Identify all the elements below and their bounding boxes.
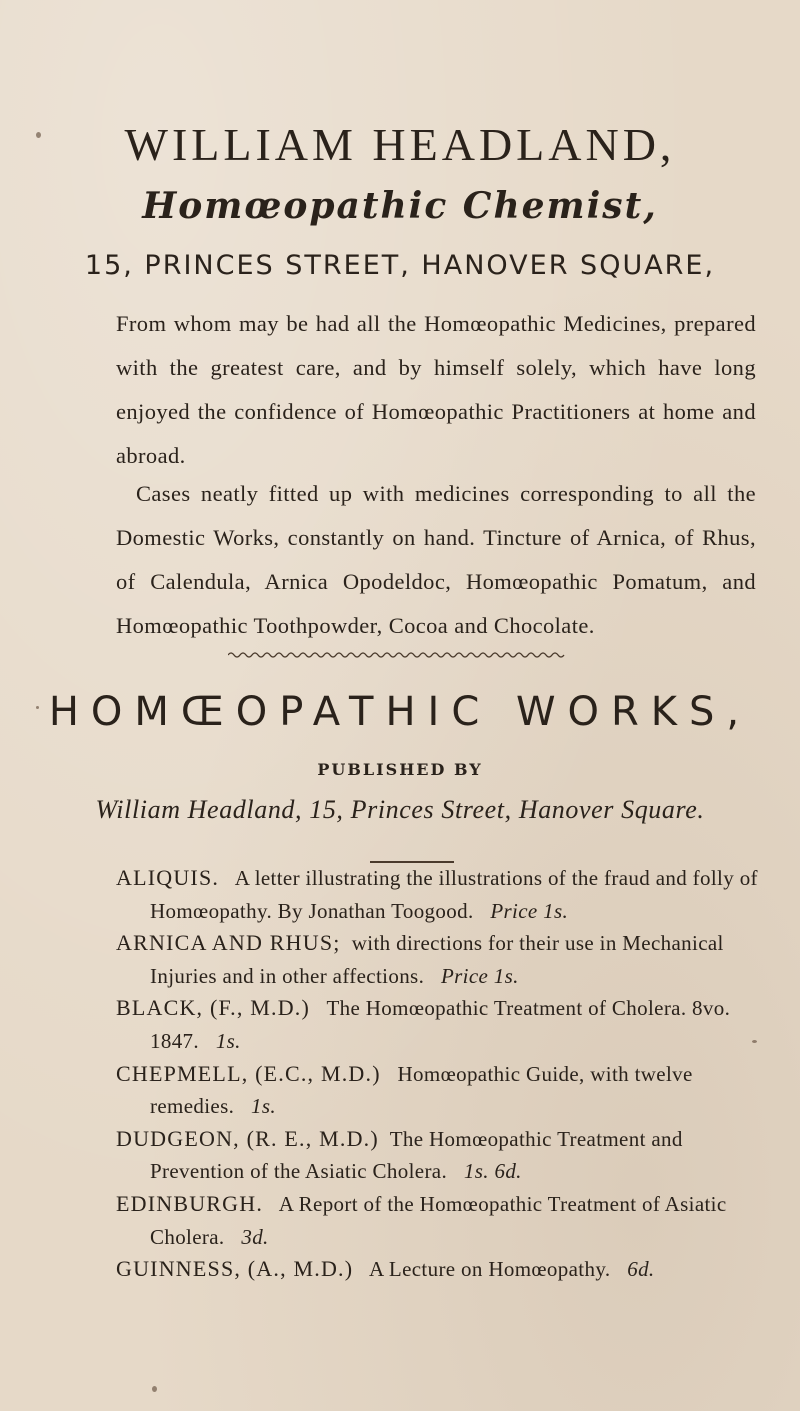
entry-text: Homœopathic Guide, with twelve remedies. [150, 1061, 693, 1119]
entry-price: 6d. [627, 1257, 655, 1282]
entry-head: GUINNESS, (A., M.D.) [116, 1256, 354, 1282]
list-item [116, 1058, 766, 1123]
wavy-divider [228, 650, 568, 660]
entry-text: A letter illustrating the illustrations of the fraud and folly of Homœopathy. By Jonathan Toogood. [150, 866, 758, 923]
list-item [116, 992, 766, 1057]
advertiser-address: 15, PRINCES STREET, HANOVER SQUARE, [84, 250, 716, 281]
list-item [116, 927, 766, 992]
advertiser-profession: Homœopathic Chemist, [142, 185, 658, 227]
paper-spot [36, 706, 39, 709]
entry-text: The Homœopathic Treatment and Prevention of the Asiatic Cholera. [150, 1126, 683, 1184]
list-item [116, 1188, 766, 1253]
list-item [116, 1123, 766, 1188]
entry-text: A Lecture on Homœopathy. [368, 1257, 611, 1282]
entry-price: Price 1s. [440, 963, 519, 988]
entry-head: CHEPMELL, (E.C., M.D.) [116, 1060, 381, 1086]
paper-spot [36, 132, 41, 138]
entry-head: ARNICA AND RHUS; [116, 930, 341, 956]
entry-price: 1s. 6d. [463, 1159, 522, 1184]
entry-head: BLACK, (F., M.D.) [116, 995, 311, 1021]
entry-head: DUDGEON, (R. E., M.D.) [116, 1125, 379, 1151]
entry-text: The Homœopathic Treatment of Cholera. 8vo. 1847. [150, 996, 731, 1053]
advertiser-name: WILLIAM HEADLAND, [124, 119, 676, 170]
intro-paragraph-cases: Cases neatly fitted up with medicines corresponding to all the Domestic Works, constantly on hand. Tincture of Arnica, of Rhus, of Calendula, Arnica Opodeldoc, Homœopathic Pomatum, and Homœopathic Toothpowder, Cocoa and Chocolate. [116, 481, 756, 638]
entry-price: 3d. [241, 1224, 269, 1249]
list-item [116, 862, 766, 927]
works-list [116, 862, 766, 1286]
list-item [116, 1253, 766, 1286]
entry-head: ALIQUIS. [116, 865, 220, 890]
publisher-line: William Headland, 15, Princes Street, Hanover Square. [95, 795, 705, 824]
works-heading: HOMŒOPATHIC WORKS, [48, 689, 752, 735]
paper-spot [752, 1040, 757, 1043]
entry-text: with directions for their use in Mechanical Injuries and in other affections. [150, 931, 724, 988]
entry-price: 1s. [215, 1028, 241, 1053]
entry-text: A Report of the Homœopathic Treatment of Asiatic Cholera. [150, 1191, 727, 1249]
intro-paragraph-medicines: From whom may be had all the Homœopathic Medicines, prepared with the greatest care, and by himself solely, which have long enjoyed the confidence of Homœopathic Practitioners at home and abroad. [116, 311, 756, 468]
paper-spot [152, 1386, 157, 1392]
published-by-label: PUBLISHED BY [317, 760, 483, 779]
entry-price: Price 1s. [490, 898, 569, 923]
entry-head: EDINBURGH. [116, 1190, 264, 1216]
entry-price: 1s. [251, 1094, 276, 1119]
